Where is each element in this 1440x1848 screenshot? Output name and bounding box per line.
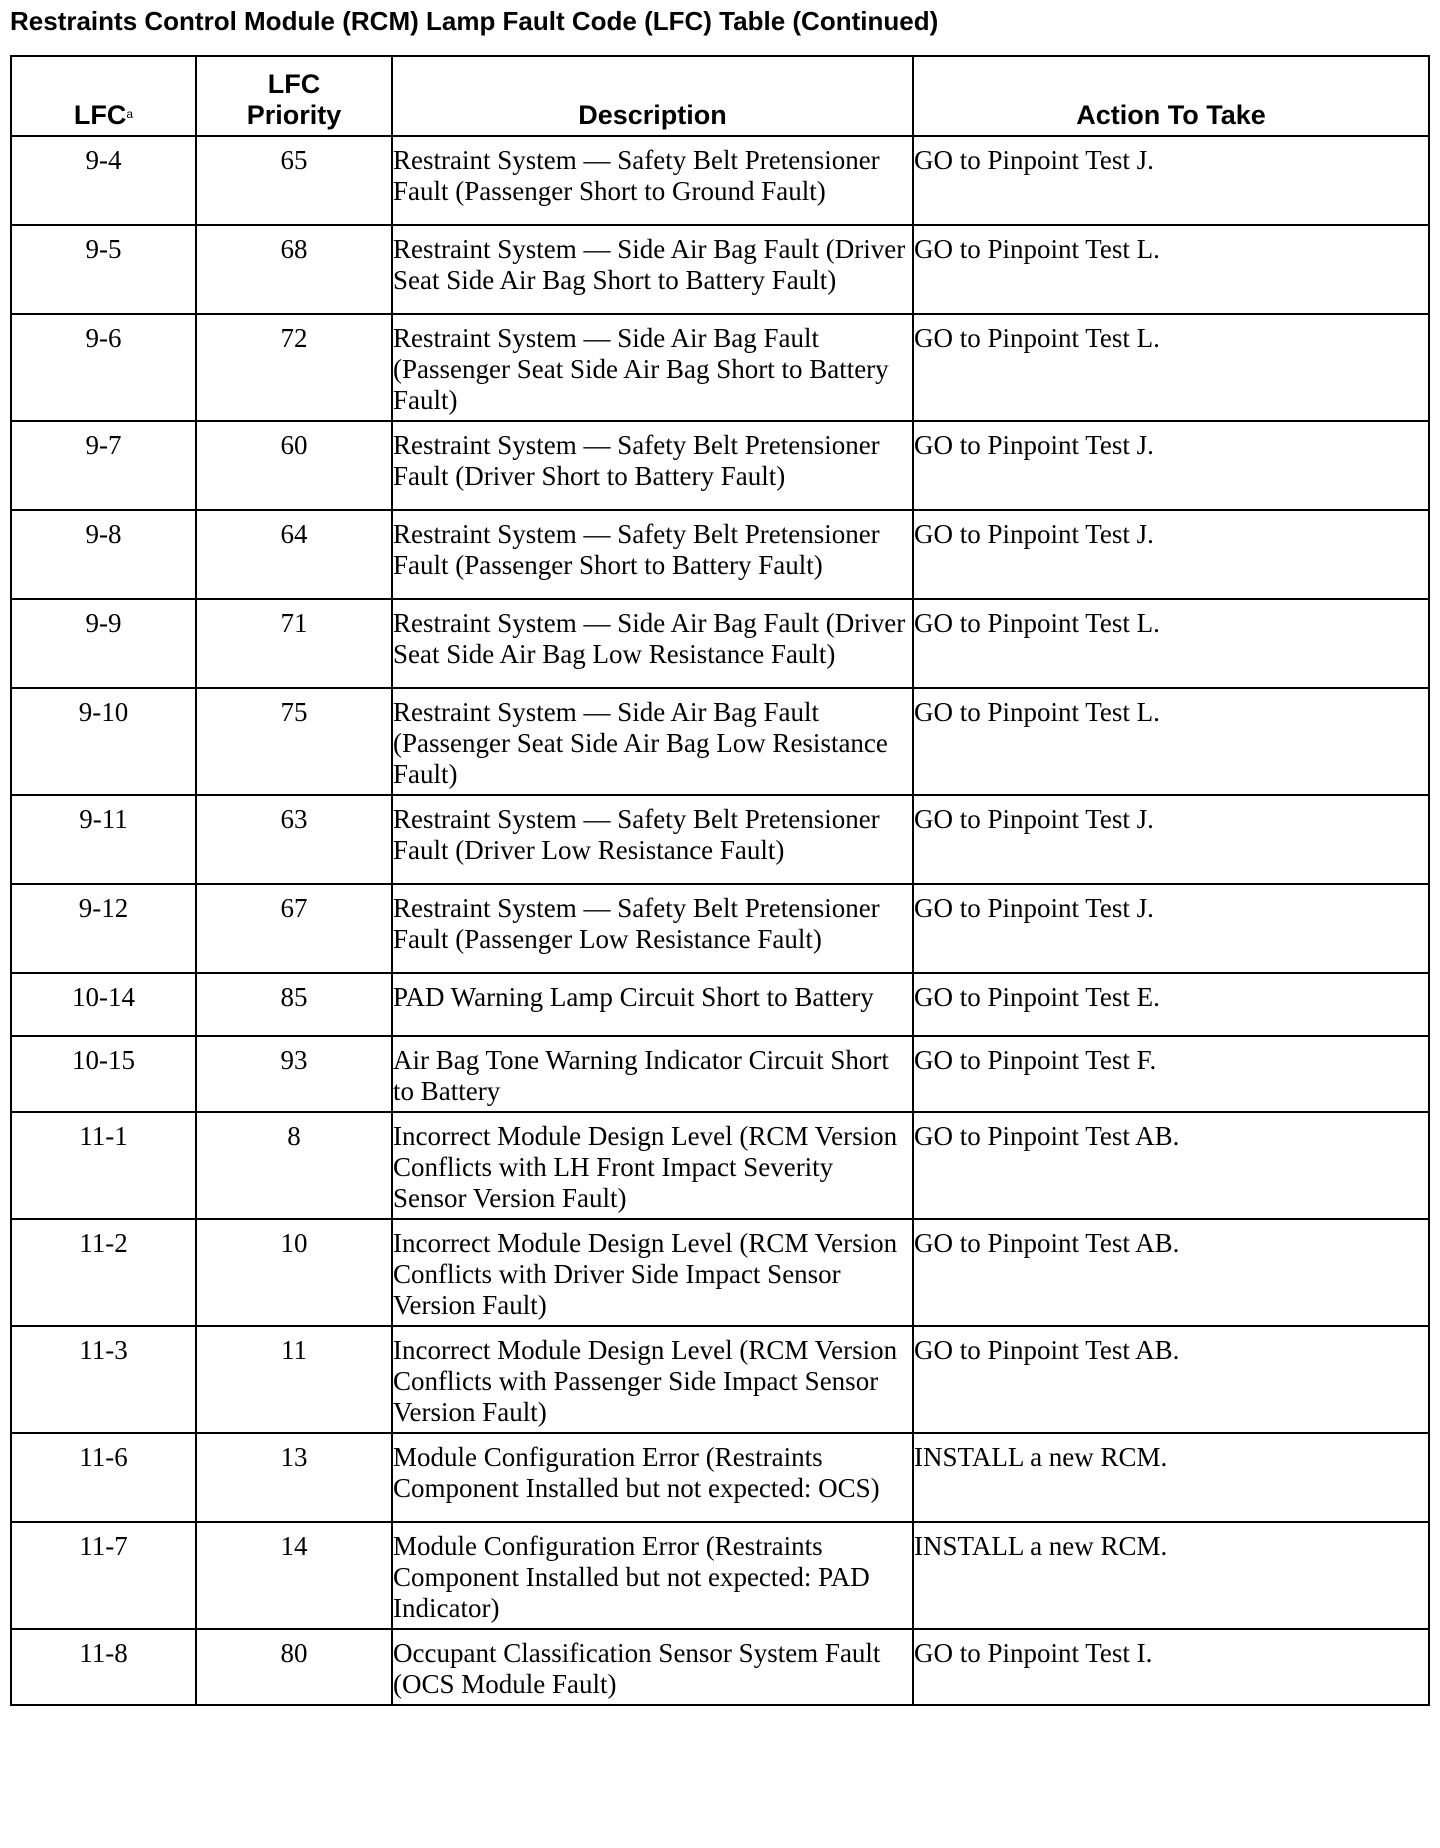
table-row bbox=[11, 510, 1429, 599]
header-lfc-label: LFC bbox=[73, 100, 127, 130]
action-cell: GO to Pinpoint Test L. bbox=[913, 599, 1429, 688]
action-cell: GO to Pinpoint Test F. bbox=[913, 1036, 1429, 1112]
lfc-priority-cell: 11 bbox=[196, 1326, 392, 1433]
lfc-priority-cell: 72 bbox=[196, 314, 392, 421]
lfc-code-cell: 11-3 bbox=[11, 1326, 196, 1433]
description-cell: Restraint System — Safety Belt Pretensioner Fault (Passenger Low Resistance Fault) bbox=[392, 884, 913, 973]
lfc-priority-cell: 85 bbox=[196, 973, 392, 1036]
lfc-priority-cell: 93 bbox=[196, 1036, 392, 1112]
description-cell: Air Bag Tone Warning Indicator Circuit Short to Battery bbox=[392, 1036, 913, 1112]
header-action: Action To Take bbox=[913, 56, 1429, 136]
lfc-code-cell: 9-10 bbox=[11, 688, 196, 795]
header-priority-line1: LFC bbox=[267, 69, 321, 99]
lfc-priority-cell: 10 bbox=[196, 1219, 392, 1326]
description-cell: Restraint System — Side Air Bag Fault (Passenger Seat Side Air Bag Short to Battery Fault) bbox=[392, 314, 913, 421]
lfc-priority-cell: 67 bbox=[196, 884, 392, 973]
description-cell: Incorrect Module Design Level (RCM Version Conflicts with Passenger Side Impact Sensor Version Fault) bbox=[392, 1326, 913, 1433]
description-cell: Restraint System — Side Air Bag Fault (Driver Seat Side Air Bag Low Resistance Fault) bbox=[392, 599, 913, 688]
table-row bbox=[11, 884, 1429, 973]
description-cell: Restraint System — Safety Belt Pretensioner Fault (Driver Short to Battery Fault) bbox=[392, 421, 913, 510]
lfc-code-cell: 9-6 bbox=[11, 314, 196, 421]
description-cell: Restraint System — Safety Belt Pretensioner Fault (Passenger Short to Battery Fault) bbox=[392, 510, 913, 599]
table-row bbox=[11, 1219, 1429, 1326]
table-row bbox=[11, 1433, 1429, 1522]
lfc-priority-cell: 8 bbox=[196, 1112, 392, 1219]
lfc-table bbox=[10, 55, 1430, 1706]
lfc-priority-cell: 14 bbox=[196, 1522, 392, 1629]
action-cell: INSTALL a new RCM. bbox=[913, 1522, 1429, 1629]
action-cell: GO to Pinpoint Test J. bbox=[913, 795, 1429, 884]
lfc-code-cell: 9-8 bbox=[11, 510, 196, 599]
lfc-priority-cell: 80 bbox=[196, 1629, 392, 1705]
description-cell: Restraint System — Safety Belt Pretensioner Fault (Driver Low Resistance Fault) bbox=[392, 795, 913, 884]
action-cell: GO to Pinpoint Test AB. bbox=[913, 1112, 1429, 1219]
description-cell: Restraint System — Side Air Bag Fault (Driver Seat Side Air Bag Short to Battery Fault) bbox=[392, 225, 913, 314]
lfc-priority-cell: 64 bbox=[196, 510, 392, 599]
lfc-code-cell: 11-6 bbox=[11, 1433, 196, 1522]
lfc-code-cell: 9-11 bbox=[11, 795, 196, 884]
table-row bbox=[11, 1112, 1429, 1219]
action-cell: GO to Pinpoint Test J. bbox=[913, 136, 1429, 225]
table-body bbox=[11, 136, 1429, 1705]
table-row bbox=[11, 421, 1429, 510]
action-cell: GO to Pinpoint Test E. bbox=[913, 973, 1429, 1036]
action-cell: GO to Pinpoint Test AB. bbox=[913, 1326, 1429, 1433]
table-row bbox=[11, 1036, 1429, 1112]
table-row bbox=[11, 688, 1429, 795]
description-cell: Module Configuration Error (Restraints Component Installed but not expected: PAD Indicator) bbox=[392, 1522, 913, 1629]
table-row bbox=[11, 795, 1429, 884]
header-lfc bbox=[11, 56, 196, 136]
action-cell: GO to Pinpoint Test J. bbox=[913, 510, 1429, 599]
description-cell: Occupant Classification Sensor System Fault (OCS Module Fault) bbox=[392, 1629, 913, 1705]
action-cell: GO to Pinpoint Test L. bbox=[913, 225, 1429, 314]
table-row bbox=[11, 314, 1429, 421]
lfc-code-cell: 9-9 bbox=[11, 599, 196, 688]
action-cell: GO to Pinpoint Test I. bbox=[913, 1629, 1429, 1705]
action-cell: GO to Pinpoint Test J. bbox=[913, 884, 1429, 973]
description-cell: Incorrect Module Design Level (RCM Version Conflicts with LH Front Impact Severity Sensor Version Fault) bbox=[392, 1112, 913, 1219]
lfc-priority-cell: 63 bbox=[196, 795, 392, 884]
lfc-code-cell: 11-1 bbox=[11, 1112, 196, 1219]
page-title: Restraints Control Module (RCM) Lamp Fault Code (LFC) Table (Continued) bbox=[10, 6, 939, 36]
lfc-priority-cell: 71 bbox=[196, 599, 392, 688]
lfc-priority-cell: 60 bbox=[196, 421, 392, 510]
table-row bbox=[11, 225, 1429, 314]
action-cell: GO to Pinpoint Test L. bbox=[913, 314, 1429, 421]
lfc-code-cell: 11-7 bbox=[11, 1522, 196, 1629]
description-cell: Restraint System — Side Air Bag Fault (Passenger Seat Side Air Bag Low Resistance Fault) bbox=[392, 688, 913, 795]
action-cell: INSTALL a new RCM. bbox=[913, 1433, 1429, 1522]
header-description: Description bbox=[392, 56, 913, 136]
action-cell: GO to Pinpoint Test J. bbox=[913, 421, 1429, 510]
description-cell: Incorrect Module Design Level (RCM Version Conflicts with Driver Side Impact Sensor Version Fault) bbox=[392, 1219, 913, 1326]
lfc-code-cell: 9-7 bbox=[11, 421, 196, 510]
table-row bbox=[11, 136, 1429, 225]
header-lfc-footnote: a bbox=[126, 107, 134, 121]
description-cell: PAD Warning Lamp Circuit Short to Battery bbox=[392, 973, 913, 1036]
description-cell: Restraint System — Safety Belt Pretensioner Fault (Passenger Short to Ground Fault) bbox=[392, 136, 913, 225]
table-row bbox=[11, 973, 1429, 1036]
table-row bbox=[11, 1326, 1429, 1433]
table-row bbox=[11, 599, 1429, 688]
lfc-priority-cell: 68 bbox=[196, 225, 392, 314]
header-priority bbox=[196, 56, 392, 136]
header-priority-line2: Priority bbox=[246, 100, 342, 130]
action-cell: GO to Pinpoint Test L. bbox=[913, 688, 1429, 795]
lfc-code-cell: 11-2 bbox=[11, 1219, 196, 1326]
lfc-code-cell: 9-5 bbox=[11, 225, 196, 314]
lfc-code-cell: 10-14 bbox=[11, 973, 196, 1036]
lfc-code-cell: 10-15 bbox=[11, 1036, 196, 1112]
lfc-code-cell: 11-8 bbox=[11, 1629, 196, 1705]
lfc-priority-cell: 75 bbox=[196, 688, 392, 795]
lfc-code-cell: 9-12 bbox=[11, 884, 196, 973]
description-cell: Module Configuration Error (Restraints Component Installed but not expected: OCS) bbox=[392, 1433, 913, 1522]
table-row bbox=[11, 1629, 1429, 1705]
table-row bbox=[11, 1522, 1429, 1629]
header-row bbox=[11, 56, 1429, 136]
action-cell: GO to Pinpoint Test AB. bbox=[913, 1219, 1429, 1326]
lfc-priority-cell: 13 bbox=[196, 1433, 392, 1522]
lfc-priority-cell: 65 bbox=[196, 136, 392, 225]
lfc-code-cell: 9-4 bbox=[11, 136, 196, 225]
